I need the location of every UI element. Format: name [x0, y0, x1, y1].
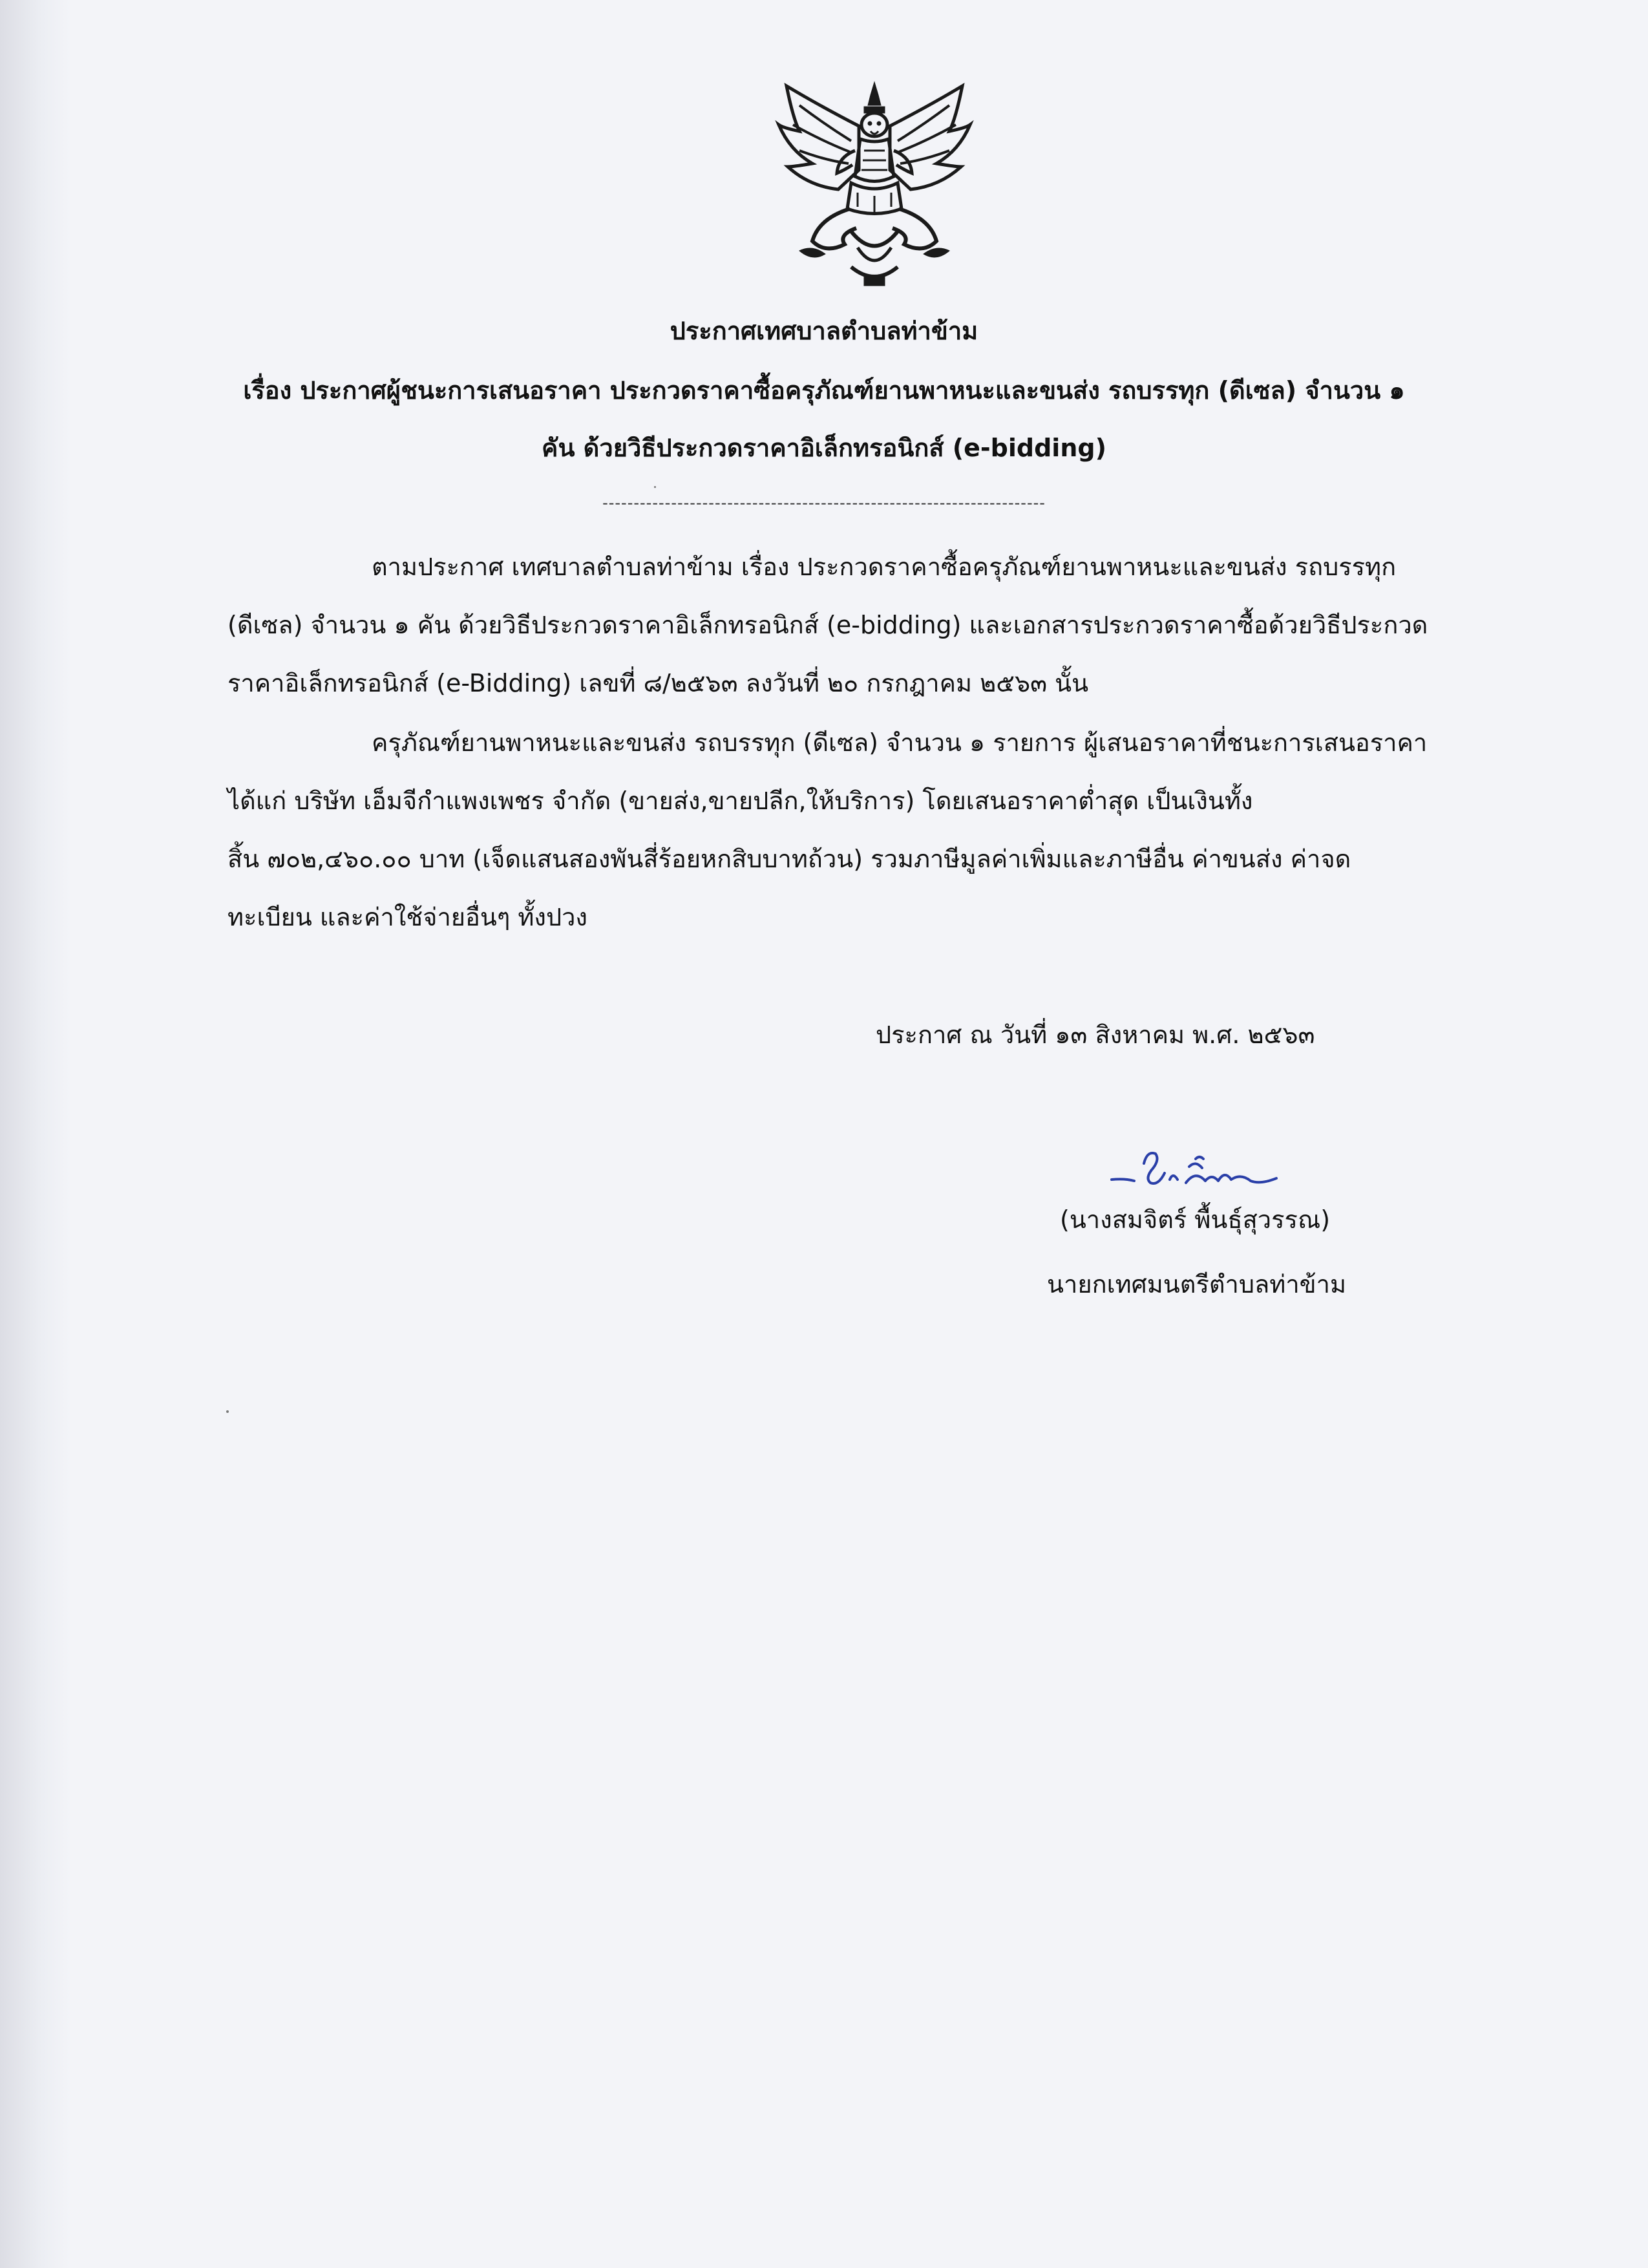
signer-title: นายกเทศมนตรีตำบลท่าข้าม: [1047, 1270, 1347, 1298]
paragraph-1-line-3: ราคาอิเล็กทรอนิกส์ (e-Bidding) เลขที่ ๘/๒๕๖๓ ลงวันที่ ๒๐ กรกฎาคม ๒๕๖๓ นั้น: [227, 669, 1089, 697]
paragraph-1-line-1: ตามประกาศ เทศบาลตำบลท่าข้าม เรื่อง ประกวดราคาซื้อครุภัณฑ์ยานพาหนะและขนส่ง รถบรรทุก: [372, 553, 1397, 581]
announcement-subject-line-2: คัน ด้วยวิธีประกวดราคาอิเล็กทรอนิกส์ (e-bidding): [542, 434, 1106, 462]
announcement-subject-line-1: เรื่อง ประกาศผู้ชนะการเสนอราคา ประกวดราคาซื้อครุภัณฑ์ยานพาหนะและขนส่ง รถบรรทุก (ดีเซล) จำนวน ๑: [243, 376, 1405, 405]
announcement-organization: ประกาศเทศบาลตำบลท่าข้าม: [670, 317, 978, 345]
paragraph-1-line-2: (ดีเซล) จำนวน ๑ คัน ด้วยวิธีประกวดราคาอิเล็กทรอนิกส์ (e-bidding) และเอกสารประกวดราคาซื้อด้วยวิธีประกวด: [227, 611, 1428, 639]
paragraph-2-line-2: ได้แก่ บริษัท เอ็มจีกำแพงเพชร จำกัด (ขายส่ง,ขายปลีก,ให้บริการ) โดยเสนอราคาต่ำสุด เป็นเงินทั้ง: [227, 787, 1253, 815]
scan-speck: [226, 1410, 229, 1413]
garuda-emblem-icon: [774, 79, 975, 293]
paragraph-2-line-1: ครุภัณฑ์ยานพาหนะและขนส่ง รถบรรทุก (ดีเซล) จำนวน ๑ รายการ ผู้เสนอราคาที่ชนะการเสนอราคา: [372, 728, 1428, 757]
paragraph-2-line-3: สิ้น ๗๐๒,๔๖๐.๐๐ บาท (เจ็ดแสนสองพันสี่ร้อยหกสิบบาทถ้วน) รวมภาษีมูลค่าเพิ่มและภาษีอื่น ค่าขนส่ง ค่าจด: [227, 845, 1351, 873]
separator-rule: -----------------------------------------------------------------------: [602, 494, 1046, 512]
scan-speck: [654, 486, 656, 488]
handwritten-signature: [1099, 1134, 1293, 1205]
paragraph-2-line-4: ทะเบียน และค่าใช้จ่ายอื่นๆ ทั้งปวง: [227, 903, 587, 931]
announcement-date: ประกาศ ณ วันที่ ๑๓ สิงหาคม พ.ศ. ๒๕๖๓: [876, 1021, 1315, 1049]
signer-name: (นางสมจิตร์ พื้นธุ์สุวรรณ): [1060, 1205, 1331, 1234]
